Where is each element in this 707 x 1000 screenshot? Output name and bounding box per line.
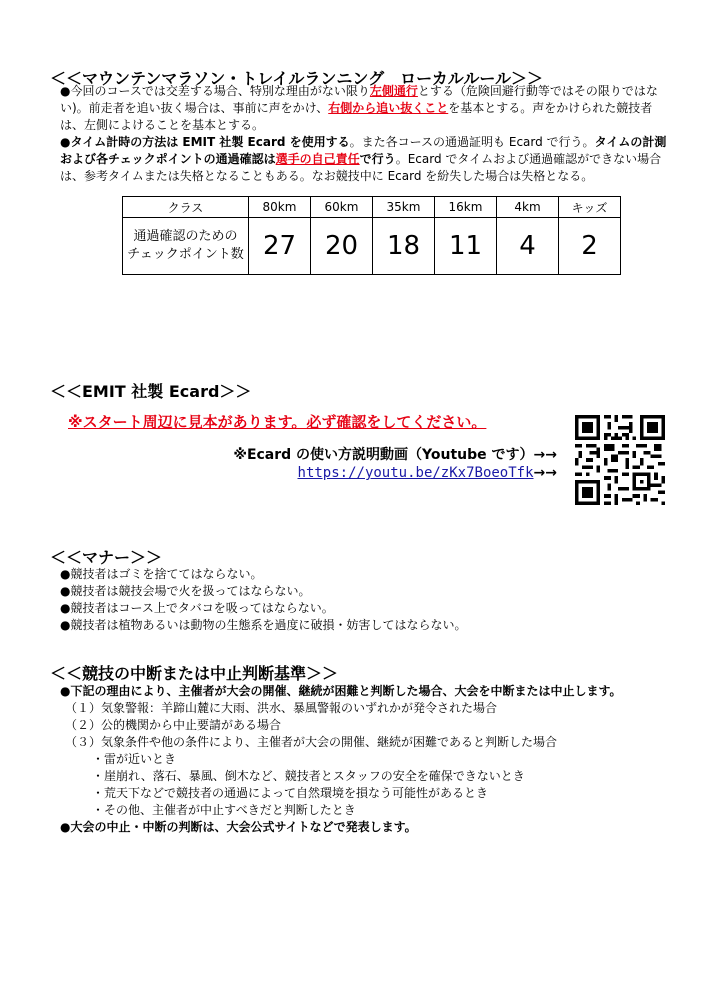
list-item: ・荒天下などで競技者の通過によって自然環境を損なう可能性があるとき [92,786,489,800]
checkpoint-table [122,196,621,275]
suspension-intro: ●下記の理由により、主催者が大会の開催、継続が困難と判断した場合、大会を中断または中止します。 [60,684,622,698]
rules-paragraph-passing [60,83,670,134]
qr-code-icon [575,415,665,505]
rules-p1-e: を基本とする。声をかけられた競技者は、左側によけることを基本とする。 [60,101,653,132]
list-item: （２）公的機関から中止要請がある場合 [65,718,282,732]
list-item: ●競技者は植物あるいは動物の生態系を過度に破損・妨害してはならない。 [60,618,467,632]
ecard-heading: ＜＜EMIT 社製 Ecard＞＞ [50,382,252,401]
ecard-notice: ※スタート周辺に見本があります。必ず確認をしてください。 [68,413,487,431]
list-item: ●競技者は競技会場で火を扱ってはならない。 [60,584,311,598]
rules-p1-c: とする（危険回避行動等ではその限りではない)。前走者を追い抜く場合は、事前に声をかけ、 [60,84,658,115]
table-header-cell: 16km [435,197,497,218]
left-side-traffic: 左側通行 [369,84,418,98]
table-row [123,218,621,275]
table-value-cell: 11 [435,218,497,275]
table-header-cell: 80km [249,197,311,218]
table-header-cell: クラス [123,197,249,218]
table-value-cell: 20 [311,218,373,275]
list-item: ・崖崩れ、落石、暴風、倒木など、競技者とスタッフの安全を確保できないとき [92,769,525,783]
rules-heading: ＜＜マウンテンマラソン・トレイルランニング ローカルルール＞＞ [50,69,544,88]
row-label-line-2: チェックポイント数 [127,247,244,262]
rules-p2-c: タイムの計測および各チェックポイントの通過確認は [60,135,667,166]
suspension-closing: ●大会の中止・中断の判断は、大会公式サイトなどで発表します。 [60,820,417,834]
link-arrow: →→ [533,465,557,481]
rules-p2-a: ●タイム計時の方法は EMIT 社製 Ecard を使用する [60,135,350,149]
suspension-heading: ＜＜競技の中断または中止判断基準＞＞ [50,664,339,683]
list-item: ・雷が近いとき [92,752,177,766]
pass-on-right: 右側から追い抜くこと [328,101,449,115]
table-header-cell: 60km [311,197,373,218]
list-item: ●競技者はコース上でタバコを吸ってはならない。 [60,601,334,615]
table-header-cell: キッズ [559,197,621,218]
suspension-reasons [65,700,557,751]
ecard-link-line [298,462,557,481]
table-value-cell: 27 [249,218,311,275]
list-item: （３）気象条件や他の条件により、主催者が大会の開催、継続が困難であると判断した場合 [65,735,558,749]
table-header-cell: 4km [497,197,559,218]
table-header-row [123,197,621,218]
rules-p2-e: で行う [359,152,396,166]
table-value-cell: 2 [559,218,621,275]
table-value-cell: 18 [373,218,435,275]
suspension-sub-items [92,751,525,819]
ecard-video-text: ※Ecard の使い方説明動画（Youtube です）→→ [233,447,557,463]
table-row-label [123,218,249,275]
manners-list [60,566,466,634]
manners-heading: ＜＜マナー＞＞ [50,548,163,567]
rules-p2-f: 。Ecard でタイムおよび通過確認ができない場合は、参考タイムまたは失格となることもある。なお競技中に Ecard を紛失した場合は失格となる。 [60,152,662,183]
rules-p2-b: 。また各コースの通過証明も Ecard で行う。 [349,135,595,149]
rules-paragraph-timing [60,134,670,185]
list-item: ●競技者はゴミを捨ててはならない。 [60,567,263,581]
rules-p1-a: ●今回のコースでは交差する場合、特別な理由がない限り [60,84,370,98]
row-label-line-1: 通過確認のための [133,229,238,244]
list-item: ・その他、主催者が中止すべきだと判断したとき [92,803,356,817]
list-item: （１）気象警報：羊蹄山麓に大雨、洪水、暴風警報のいずれかが発令された場合 [65,701,498,715]
table-header-cell: 35km [373,197,435,218]
self-responsibility: 選手の自己責任 [275,152,360,166]
youtube-link[interactable]: https://youtu.be/zKx7BoeoTfk [297,465,534,481]
table-value-cell: 4 [497,218,559,275]
